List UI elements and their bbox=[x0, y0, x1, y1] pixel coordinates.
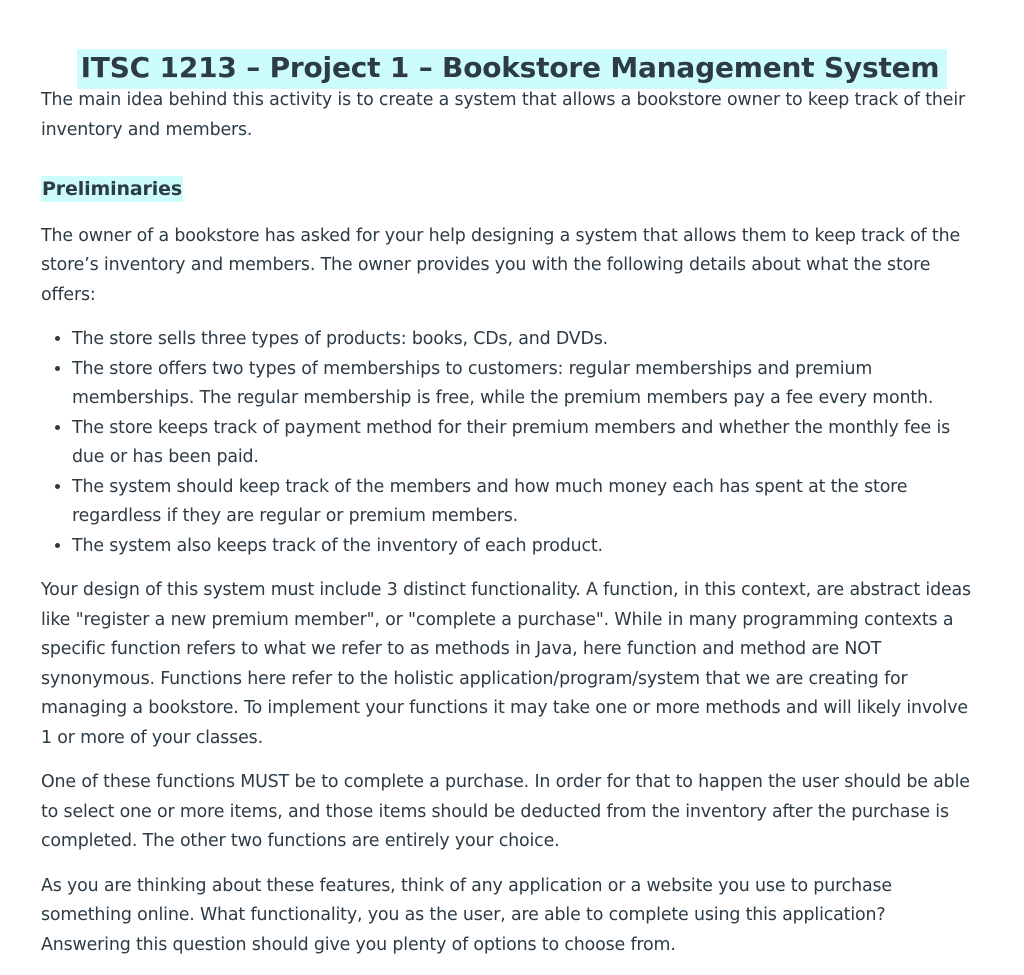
owner-paragraph: The owner of a bookstore has asked for your help designing a system that allows them to keep track of the store’s inventory and members. The owner provides you with the following details about what the store offers: bbox=[41, 225, 960, 305]
store-details-list bbox=[41, 325, 971, 561]
list-item: • The store offers two types of memberships to customers: regular memberships and premium memberships. The regular membership is free, while the premium members pay a fee every month. bbox=[72, 355, 971, 414]
purchase-paragraph: One of these functions MUST be to complete a purchase. In order for that to happen the user should be able to select one or more items, and those items should be deducted from the inventory after the purchase is completed. The other two functions are entirely your choice. bbox=[41, 772, 970, 852]
design-paragraph: Your design of this system must include 3 distinct functionality. A function, in this context, are abstract ideas like "register a new premium member", or "complete a purchase". While in many programming contexts a specific function refers to what we refer to as methods in Java, here function and method are NOT synonymous. Functions here refer to the holistic application/program/system that we are creating for managing a bookstore. To implement your functions it may take one or more methods and will likely involve 1 or more of your classes. bbox=[41, 580, 971, 748]
list-item: • The system should keep track of the members and how much money each has spent at the store regardless if they are regular or premium members. bbox=[72, 473, 971, 532]
thinking-paragraph: As you are thinking about these features, think of any application or a website you use to purchase something online. What functionality, you as the user, are able to complete using this application? Answering this question should give you plenty of options to choose from. bbox=[41, 875, 892, 955]
list-item: • The store keeps track of payment method for their premium members and whether the monthly fee is due or has been paid. bbox=[72, 414, 971, 473]
list-item: • The system also keeps track of the inventory of each product. bbox=[72, 532, 971, 562]
page-title: ITSC 1213 – Project 1 – Bookstore Management System bbox=[77, 49, 948, 89]
intro-paragraph: The main idea behind this activity is to create a system that allows a bookstore owner to keep track of their inventory and members. bbox=[41, 90, 966, 140]
preliminaries-heading: Preliminaries bbox=[42, 177, 182, 200]
list-item: • The store sells three types of products: books, CDs, and DVDs. bbox=[72, 325, 971, 355]
document-body bbox=[41, 86, 971, 975]
